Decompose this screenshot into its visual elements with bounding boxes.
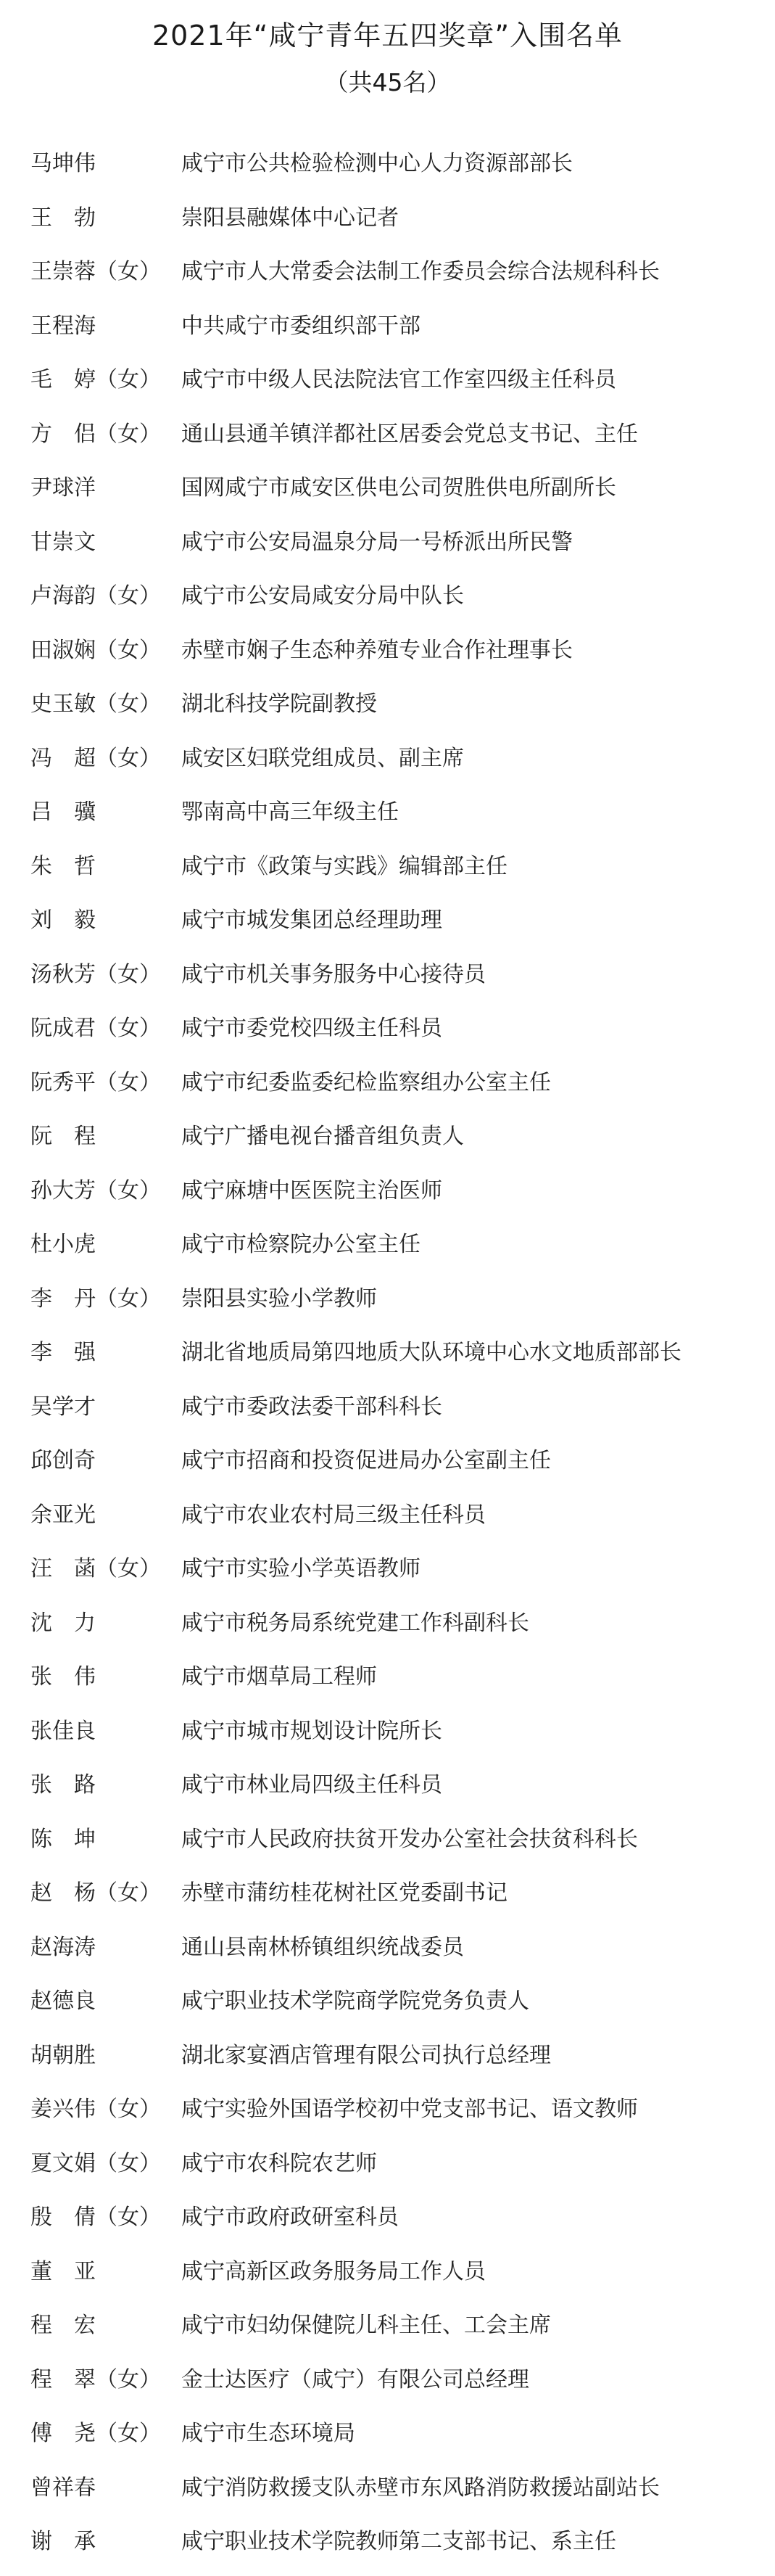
list-item <box>0 1441 775 1495</box>
list-item <box>0 1603 775 1658</box>
nominee-position: 咸宁广播电视台播音组负责人 <box>181 1124 464 1149</box>
nominee-name: 李 强 <box>30 1340 96 1365</box>
nominee-name: 王 勃 <box>30 205 96 231</box>
list-item <box>0 468 775 522</box>
list-item <box>0 1116 775 1171</box>
nominee-position: 咸安区妇联党组成员、副主席 <box>181 745 464 771</box>
list-item <box>0 2089 775 2144</box>
nominee-name: 汤秋芳（女） <box>30 961 161 987</box>
list-item <box>0 2036 775 2090</box>
nominee-position: 咸宁市人民政府扶贫开发办公室社会扶贫科科长 <box>181 1826 638 1852</box>
list-item <box>0 252 775 306</box>
list-item <box>0 2252 775 2306</box>
nominee-name: 赵 杨（女） <box>30 1880 161 1906</box>
list-item <box>0 2360 775 2414</box>
nominee-position: 崇阳县融媒体中心记者 <box>181 205 399 231</box>
nominee-name: 邱创奇 <box>30 1448 96 1473</box>
list-item <box>0 2414 775 2468</box>
nominee-name: 尹球洋 <box>30 475 96 501</box>
list-item <box>0 630 775 685</box>
list-item <box>0 1333 775 1387</box>
nominee-position: 通山县通羊镇洋都社区居委会党总支书记、主任 <box>181 421 638 447</box>
nominee-name: 毛 婷（女） <box>30 367 161 392</box>
nominee-name: 朱 哲 <box>30 853 96 879</box>
nominee-name: 杜小虎 <box>30 1232 96 1257</box>
list-item <box>0 1873 775 1927</box>
list-item <box>0 2197 775 2252</box>
nominee-name: 卢海韵（女） <box>30 583 161 609</box>
nominee-position: 咸宁市城发集团总经理助理 <box>181 908 442 933</box>
nominee-position: 崇阳县实验小学教师 <box>181 1285 377 1312</box>
list-item <box>0 198 775 252</box>
page-title: 2021年“咸宁青年五四奖章”入围名单 <box>152 20 623 52</box>
nominee-position: 咸宁市林业局四级主任科员 <box>181 1772 442 1798</box>
nominee-position: 咸宁市税务局系统党建工作科副科长 <box>181 1610 529 1636</box>
nominee-name: 张佳良 <box>30 1718 96 1744</box>
nominee-name: 王崇蓉（女） <box>30 259 161 284</box>
list-item <box>0 306 775 361</box>
nominee-position: 咸宁市公共检验检测中心人力资源部部长 <box>181 151 573 176</box>
list-item <box>0 2522 775 2576</box>
nominee-position: 赤壁市娴子生态种养殖专业合作社理事长 <box>181 637 573 663</box>
nominee-name: 王程海 <box>30 313 96 339</box>
nominee-name: 汪 菡（女） <box>30 1556 161 1581</box>
nominee-name: 阮秀平（女） <box>30 1069 161 1095</box>
nominee-name: 赵海涛 <box>30 1934 96 1960</box>
nominee-name: 刘 毅 <box>30 908 96 933</box>
list-item <box>0 1495 775 1550</box>
nominee-name: 阮 程 <box>30 1124 96 1149</box>
nominee-name: 冯 超（女） <box>30 745 161 771</box>
list-item <box>0 2305 775 2360</box>
nominee-name: 张 伟 <box>30 1664 96 1690</box>
nominee-name: 夏文娟（女） <box>30 2150 161 2176</box>
nominee-name: 赵德良 <box>30 1988 96 2014</box>
nominee-name: 方 侣（女） <box>30 421 161 447</box>
nominee-name: 董 亚 <box>30 2258 96 2284</box>
nominee-name: 田淑娴（女） <box>30 637 161 663</box>
nominee-name: 余亚光 <box>30 1502 96 1528</box>
list-item <box>0 1063 775 1117</box>
nominee-name: 阮成君（女） <box>30 1016 161 1041</box>
nominee-position: 咸宁市人大常委会法制工作委员会综合法规科科长 <box>181 259 660 284</box>
nominee-position: 咸宁实验外国语学校初中党支部书记、语文教师 <box>181 2096 638 2122</box>
nominee-position: 咸宁职业技术学院教师第二支部书记、系主任 <box>181 2529 616 2554</box>
list-item <box>0 414 775 469</box>
nominee-name: 沈 力 <box>30 1610 96 1636</box>
nominee-list <box>0 144 775 2576</box>
nominee-name: 吴学才 <box>30 1394 96 1420</box>
nominee-position: 咸宁市招商和投资促进局办公室副主任 <box>181 1448 551 1473</box>
nominee-position: 咸宁麻塘中医医院主治医师 <box>181 1177 442 1203</box>
nominee-position: 湖北省地质局第四地质大队环境中心水文地质部部长 <box>181 1340 681 1365</box>
nominee-position: 咸宁市实验小学英语教师 <box>181 1556 420 1581</box>
list-item <box>0 792 775 847</box>
list-item <box>0 1711 775 1766</box>
list-item <box>0 847 775 901</box>
nominee-name: 孙大芳（女） <box>30 1177 161 1203</box>
nominee-name: 张 路 <box>30 1772 96 1798</box>
nominee-position: 金士达医疗（咸宁）有限公司总经理 <box>181 2366 529 2392</box>
nominee-position: 咸宁市《政策与实践》编辑部主任 <box>181 853 507 879</box>
list-item <box>0 144 775 198</box>
nominee-position: 咸宁市城市规划设计院所长 <box>181 1718 442 1744</box>
nominee-position: 湖北科技学院副教授 <box>181 691 377 717</box>
nominee-position: 中共咸宁市委组织部干部 <box>181 313 420 339</box>
nominee-name: 程 翠（女） <box>30 2366 161 2392</box>
nominee-name: 甘崇文 <box>30 529 96 555</box>
nominee-name: 姜兴伟（女） <box>30 2096 161 2122</box>
nominee-position: 咸宁市生态环境局 <box>181 2421 355 2446</box>
list-item <box>0 1008 775 1063</box>
list-item <box>0 955 775 1009</box>
nominee-position: 咸宁市烟草局工程师 <box>181 1664 377 1690</box>
list-item <box>0 1819 775 1874</box>
nominee-position: 咸宁市委政法委干部科科长 <box>181 1394 442 1420</box>
nominee-position: 咸宁市中级人民法院法官工作室四级主任科员 <box>181 367 616 392</box>
nominee-position: 赤壁市蒲纺桂花树社区党委副书记 <box>181 1880 507 1906</box>
list-item <box>0 1927 775 1982</box>
list-item <box>0 1171 775 1225</box>
nominee-position: 咸宁市公安局温泉分局一号桥派出所民警 <box>181 529 573 555</box>
nominee-name: 程 宏 <box>30 2313 96 2338</box>
nominee-name: 史玉敏（女） <box>30 691 161 717</box>
list-item <box>0 684 775 738</box>
nominee-name: 胡朝胜 <box>30 2042 96 2068</box>
list-item <box>0 1225 775 1279</box>
nominee-position: 鄂南高中高三年级主任 <box>181 799 399 825</box>
list-item <box>0 2144 775 2198</box>
nominee-position: 咸宁市政府政研室科员 <box>181 2205 399 2230</box>
list-item <box>0 1279 775 1333</box>
list-item <box>0 576 775 630</box>
list-item <box>0 522 775 577</box>
nominee-position: 咸宁高新区政务服务局工作人员 <box>181 2258 486 2284</box>
list-item <box>0 2468 775 2522</box>
list-item <box>0 1387 775 1441</box>
nominee-position: 咸宁市检察院办公室主任 <box>181 1232 420 1257</box>
nominee-position: 通山县南林桥镇组织统战委员 <box>181 1934 464 1960</box>
nominee-name: 殷 倩（女） <box>30 2205 161 2230</box>
nominee-position: 咸宁市农业农村局三级主任科员 <box>181 1502 486 1528</box>
list-item <box>0 1981 775 2036</box>
nominee-position: 咸宁市公安局咸安分局中队长 <box>181 583 464 609</box>
nominee-position: 咸宁消防救援支队赤壁市东风路消防救援站副站长 <box>181 2474 660 2501</box>
list-item <box>0 900 775 955</box>
nominee-position: 国网咸宁市咸安区供电公司贺胜供电所副所长 <box>181 475 616 501</box>
nominee-name: 谢 承 <box>30 2529 96 2554</box>
nominee-position: 咸宁市机关事务服务中心接待员 <box>181 961 486 987</box>
nominee-name: 李 丹（女） <box>30 1285 161 1312</box>
nominee-position: 咸宁市纪委监委纪检监察组办公室主任 <box>181 1069 551 1095</box>
nominee-name: 马坤伟 <box>30 151 96 176</box>
list-item <box>0 1549 775 1603</box>
nominee-name: 傅 尧（女） <box>30 2421 161 2446</box>
nominee-position: 咸宁市农科院农艺师 <box>181 2150 377 2176</box>
nominee-position: 湖北家宴酒店管理有限公司执行总经理 <box>181 2042 551 2068</box>
nominee-position: 咸宁职业技术学院商学院党务负责人 <box>181 1988 529 2014</box>
list-item <box>0 1657 775 1711</box>
list-item <box>0 360 775 414</box>
nominee-position: 咸宁市妇幼保健院儿科主任、工会主席 <box>181 2313 551 2338</box>
list-item <box>0 1765 775 1819</box>
nominee-position: 咸宁市委党校四级主任科员 <box>181 1016 442 1041</box>
nominee-name: 曾祥春 <box>30 2474 96 2501</box>
list-item <box>0 738 775 793</box>
page-subtitle: （共45名） <box>324 68 451 96</box>
nominee-name: 陈 坤 <box>30 1826 96 1852</box>
nominee-name: 吕 骥 <box>30 799 96 825</box>
